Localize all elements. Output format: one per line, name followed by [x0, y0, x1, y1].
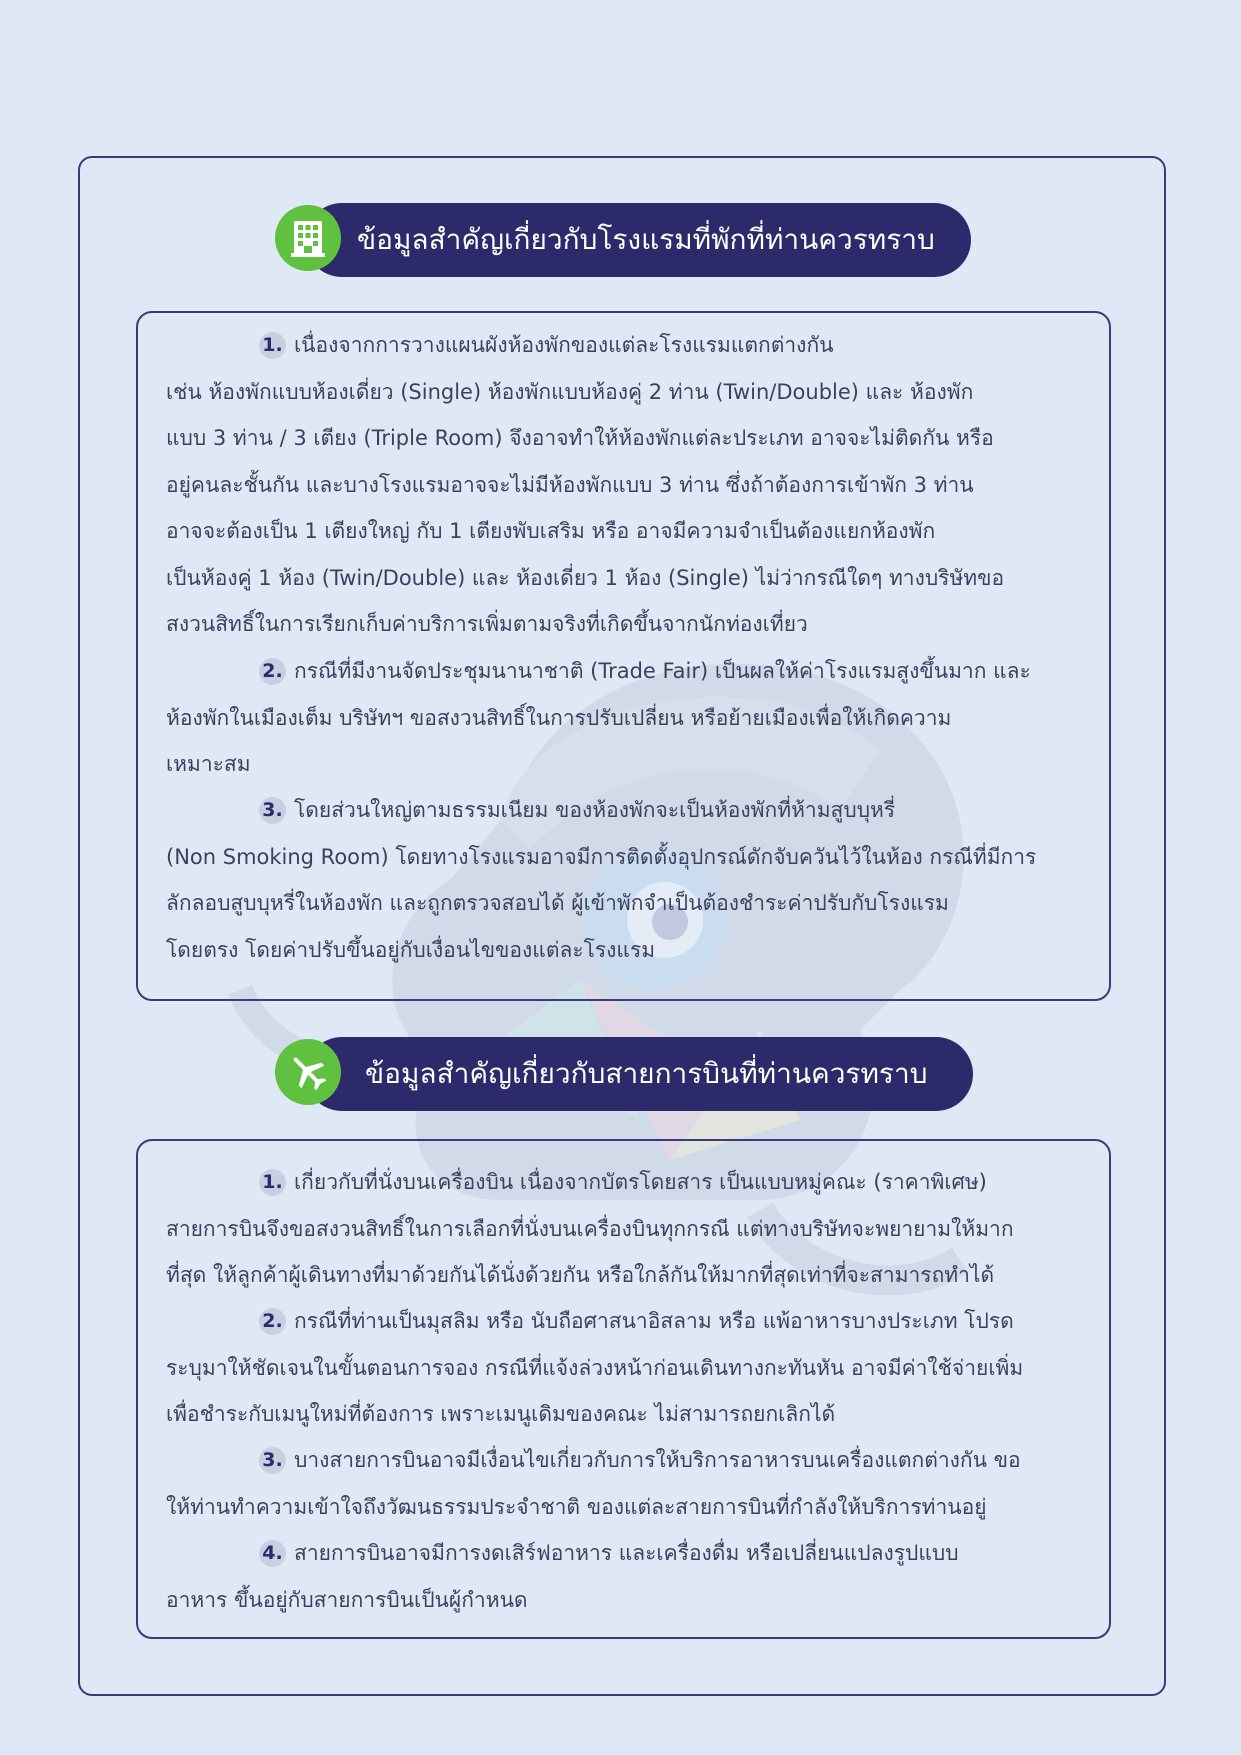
paragraph-line: เช่น ห้องพักแบบห้องเดี่ยว (Single) ห้องพักแบบห้องคู่ 2 ท่าน (Twin/Double) และ ห้องพัก — [166, 379, 974, 404]
paragraph-line: อาหาร ขึ้นอยู่กับสายการบินเป็นผู้กำหนด — [166, 1587, 528, 1612]
hotel-building-icon — [275, 205, 341, 271]
paragraph-line: 2. กรณีที่มีงานจัดประชุมนานาชาติ (Trade Fair) เป็นผลให้ค่าโรงแรมสูงขึ้นมาก และ — [166, 648, 1096, 695]
item-number-badge: 3. — [259, 1447, 286, 1474]
paragraph-line: 4. สายการบินอาจมีการงดเสิร์ฟอาหาร และเครื่องดื่ม หรือเปลี่ยนแปลงรูปแบบ — [166, 1530, 1096, 1577]
paragraph-line: ระบุมาให้ชัดเจนในขั้นตอนการจอง กรณีที่แจ้งล่วงหน้าก่อนเดินทางกะทันหัน อาจมีค่าใช้จ่ายเพิ่ม — [166, 1355, 1024, 1380]
paragraph-line: สายการบินจึงขอสงวนสิทธิ์ในการเลือกที่นั่งบนเครื่องบินทุกกรณี แต่ทางบริษัทจะพยายามให้มาก — [166, 1216, 1014, 1241]
paragraph-line: ให้ท่านทำความเข้าใจถึงวัฒนธรรมประจำชาติ ของแต่ละสายการบินที่กำลังให้บริการท่านอยู่ — [166, 1494, 987, 1519]
paragraph-line: 1. เกี่ยวกับที่นั่งบนเครื่องบิน เนื่องจากบัตรโดยสาร เป็นแบบหมู่คณะ (ราคาพิเศษ) — [166, 1159, 1096, 1206]
item-number-badge: 1. — [259, 332, 286, 359]
item-number-badge: 2. — [259, 658, 286, 685]
paragraph-line: 1. เนื่องจากการวางแผนผังห้องพักของแต่ละโรงแรมแตกต่างกัน — [166, 322, 1096, 369]
hotel-item-2 — [166, 648, 1096, 788]
item-number-badge: 3. — [259, 797, 286, 824]
paragraph-line: อยู่คนละชั้นกัน และบางโรงแรมอาจจะไม่มีห้องพักแบบ 3 ท่าน ซึ่งถ้าต้องการเข้าพัก 3 ท่าน — [166, 472, 974, 497]
hotel-item-1 — [166, 322, 1096, 648]
paragraph-line: 3. บางสายการบินอาจมีเงื่อนไขเกี่ยวกับการให้บริการอาหารบนเครื่องแตกต่างกัน ขอ — [166, 1437, 1096, 1484]
item-number-badge: 2. — [259, 1308, 286, 1335]
hotel-section-title: ข้อมูลสำคัญเกี่ยวกับโรงแรมที่พักที่ท่านควรทราบ — [305, 203, 971, 277]
paragraph-line: เพื่อชำระกับเมนูใหม่ที่ต้องการ เพราะเมนูเดิมของคณะ ไม่สามารถยกเลิกได้ — [166, 1402, 836, 1426]
paragraph-line: 2. กรณีที่ท่านเป็นมุสลิม หรือ นับถือศาสนาอิสลาม หรือ แพ้อาหารบางประเภท โปรด — [166, 1298, 1096, 1345]
paragraph-line: ลักลอบสูบบุหรี่ในห้องพัก และถูกตรวจสอบได้ ผู้เข้าพักจำเป็นต้องชำระค่าปรับกับโรงแรม — [166, 891, 949, 915]
airplane-icon — [275, 1039, 341, 1105]
paragraph-line: สงวนสิทธิ์ในการเรียกเก็บค่าบริการเพิ่มตามจริงที่เกิดขึ้นจากนักท่องเที่ยว — [166, 612, 808, 636]
paragraph-line: เหมาะสม — [166, 752, 251, 776]
paragraph-line: 3. โดยส่วนใหญ่ตามธรรมเนียม ของห้องพักจะเป็นห้องพักที่ห้ามสูบบุหรี่ — [166, 787, 1096, 834]
airline-item-3 — [166, 1437, 1096, 1530]
hotel-item-3 — [166, 787, 1096, 973]
paragraph-line: แบบ 3 ท่าน / 3 เตียง (Triple Room) จึงอาจทำให้ห้องพักแต่ละประเภท อาจจะไม่ติดกัน หรือ — [166, 426, 994, 450]
paragraph-line: โดยตรง โดยค่าปรับขึ้นอยู่กับเงื่อนไขของแต่ละโรงแรม — [166, 937, 656, 962]
airline-item-2 — [166, 1298, 1096, 1438]
airline-section-header — [275, 1035, 973, 1111]
paragraph-line: ห้องพักในเมืองเต็ม บริษัทฯ ขอสงวนสิทธิ์ในการปรับเปลี่ยน หรือย้ายเมืองเพื่อให้เกิดความ — [166, 705, 952, 730]
paragraph-line: อาจจะต้องเป็น 1 เตียงใหญ่ กับ 1 เตียงพับเสริม หรือ อาจมีความจำเป็นต้องแยกห้องพัก — [166, 519, 936, 543]
airline-item-4 — [166, 1530, 1096, 1623]
item-number-badge: 1. — [259, 1169, 286, 1196]
paragraph-line: ที่สุด ให้ลูกค้าผู้เดินทางที่มาด้วยกันได้นั่งด้วยกัน หรือใกล้กันให้มากที่สุดเท่าที่จะสามารถทำได้ — [166, 1263, 995, 1287]
paragraph-line: เป็นห้องคู่ 1 ห้อง (Twin/Double) และ ห้องเดี่ยว 1 ห้อง (Single) ไม่ว่ากรณีใดๆ ทางบริษัทขอ — [166, 565, 1005, 590]
paragraph-line: (Non Smoking Room) โดยทางโรงแรมอาจมีการติดตั้งอุปกรณ์ดักจับควันไว้ในห้อง กรณีที่มีการ — [166, 844, 1037, 869]
airline-section-title: ข้อมูลสำคัญเกี่ยวกับสายการบินที่ท่านควรทราบ — [305, 1037, 973, 1111]
hotel-section-header — [275, 201, 971, 277]
item-number-badge: 4. — [259, 1540, 286, 1567]
airline-item-1 — [166, 1159, 1096, 1299]
